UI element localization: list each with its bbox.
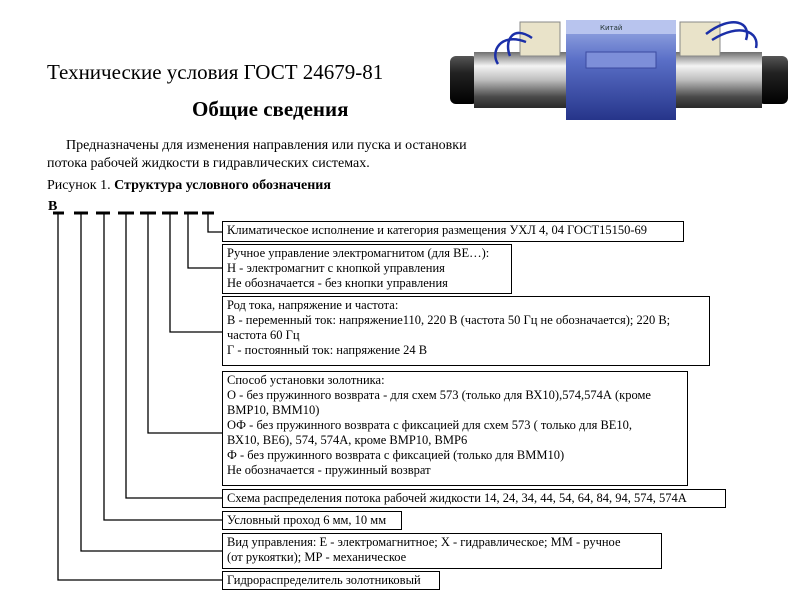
current-line-2: В - переменный ток: напряжение110, 220 В (частота 50 Гц не обозначается); 220 В; <box>227 313 671 327</box>
figure-caption-title: Структура условного обозначения <box>114 178 331 193</box>
spool-line-2: О - без пружинного возврата - для схем 573 (только для ВХ10),574,574А (кроме <box>227 388 651 402</box>
box-manual-control <box>222 244 512 294</box>
box-scheme <box>222 489 726 508</box>
intro-line-1: Предназначены для изменения направления или пуска и остановки <box>66 138 467 153</box>
lead-line-climate <box>208 213 222 232</box>
box-control-type <box>222 533 662 569</box>
intro-line-2: потока рабочей жидкости в гидравлических системах. <box>47 156 370 171</box>
box-name <box>222 571 440 590</box>
current-line-1: Род тока, напряжение и частота: <box>227 298 399 312</box>
manual-line-3: Не обозначается - без кнопки управления <box>227 276 448 290</box>
manual-line-1: Ручное управление электромагнитом (для ВЕ…): <box>227 246 490 260</box>
climate-text: Климатическое исполнение и категория размещения УХЛ 4, 04 ГОСТ15150-69 <box>227 223 648 237</box>
box-bore <box>222 511 402 530</box>
spool-line-3: ВМР10, ВММ10) <box>227 403 320 417</box>
spool-line-6: Ф - без пружинного возврата с фиксацией (только для ВММ10) <box>227 448 565 462</box>
code-letter: В <box>48 199 58 214</box>
current-line-4: Г - постоянный ток: напряжение 24 В <box>227 343 428 357</box>
lead-line-scheme <box>126 213 222 498</box>
box-spool <box>222 371 688 486</box>
brand-label: Китай <box>600 24 623 32</box>
current-line-3: частота 60 Гц <box>227 328 300 342</box>
box-current <box>222 296 710 366</box>
scheme-text: Схема распределения потока рабочей жидкости 14, 24, 34, 44, 54, 64, 84, 94, 574, 574А <box>227 491 687 505</box>
name-text: Гидрораспределитель золотниковый <box>227 573 421 587</box>
spool-line-7: Не обозначается - пружинный возврат <box>227 463 431 477</box>
spool-line-1: Способ установки золотника: <box>227 373 385 387</box>
control-line-1: Вид управления: Е - электромагнитное; Х - гидравлическое; ММ - ручное <box>227 535 621 549</box>
spool-line-4: ОФ - без пружинного возврата с фиксацией для схем 573 ( только для ВЕ10, <box>227 418 633 432</box>
page-title: Технические условия ГОСТ 24679-81 <box>47 60 384 84</box>
section-heading: Общие сведения <box>192 97 349 121</box>
manual-line-2: Н - электромагнит с кнопкой управления <box>227 261 445 275</box>
lead-line-control <box>81 213 222 551</box>
figure-caption-prefix: Рисунок 1. <box>47 178 115 193</box>
spool-line-5: ВХ10, ВЕ6), 574, 574А, кроме ВМР10, ВМР6 <box>227 433 468 447</box>
bore-text: Условный проход 6 мм, 10 мм <box>227 513 387 527</box>
lead-line-current <box>170 213 222 332</box>
lead-line-bore <box>104 213 222 520</box>
control-line-2: (от рукоятки); МР - механическое <box>227 550 407 564</box>
lead-line-spool <box>148 213 222 433</box>
box-climate <box>222 221 684 242</box>
lead-line-manual <box>188 213 222 268</box>
